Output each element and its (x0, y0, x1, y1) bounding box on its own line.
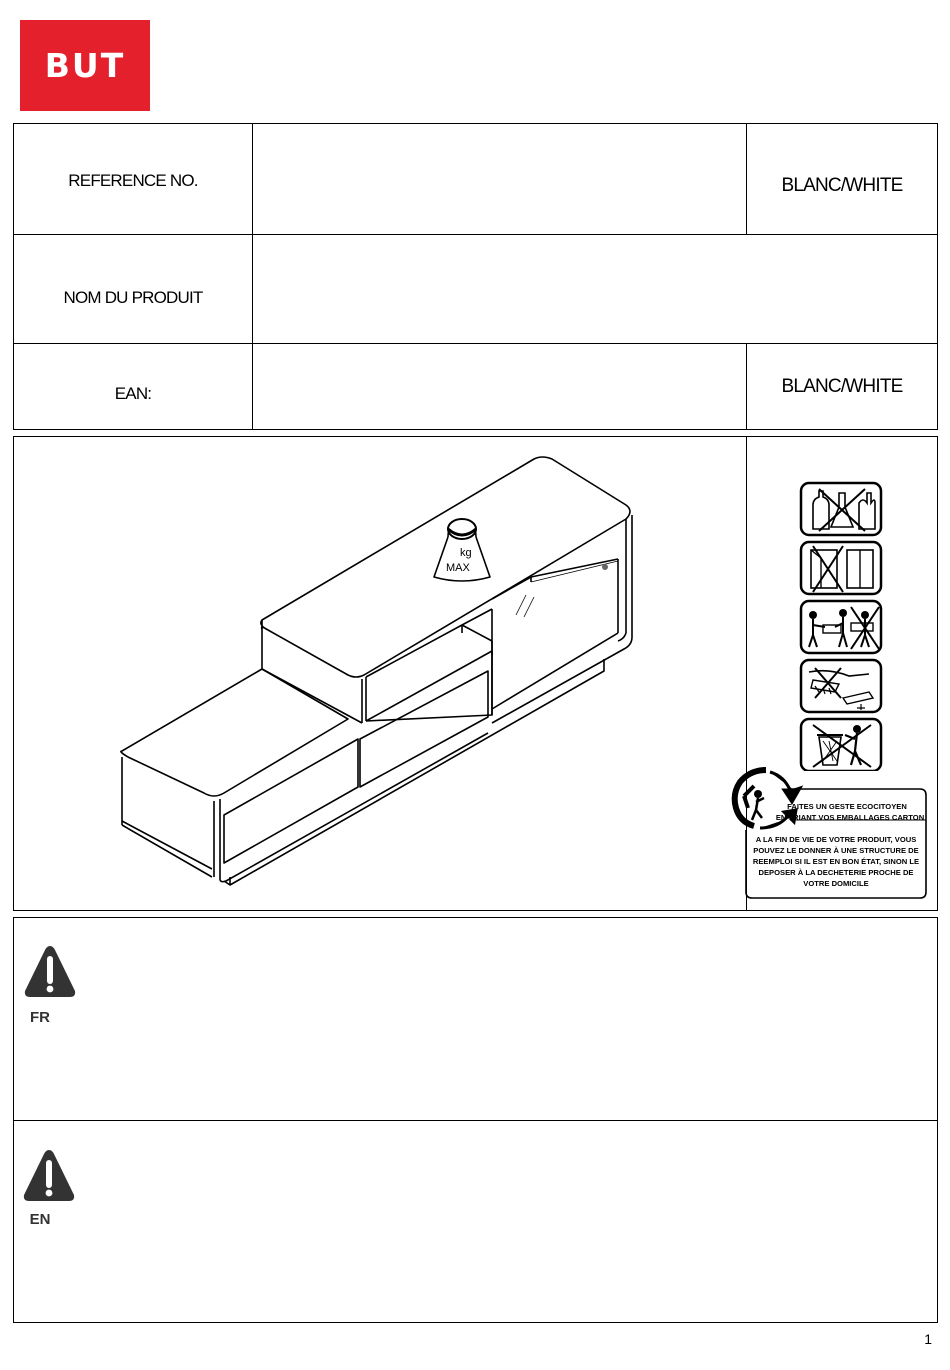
product-info-table (13, 123, 938, 430)
ean-label: EAN: (114, 383, 152, 403)
recycling-body-line-2: POUVEZ LE DONNER À UNE STRUCTURE DE (753, 846, 919, 855)
reference-value (253, 124, 746, 234)
ean-value (253, 344, 746, 429)
ean-color: BLANC/WHITE (781, 375, 903, 397)
warning-lang-label: FR (30, 1009, 50, 1026)
no-sunlight-near-window-icon (801, 542, 881, 594)
reference-label: REFERENCE NO. (68, 171, 198, 190)
warning-section-en (13, 1120, 938, 1323)
recycling-body-line-1: A LA FIN DE VIE DE VOTRE PRODUIT, VOUS (755, 835, 917, 844)
brand-logo (20, 20, 150, 111)
warning-section-fr (13, 917, 938, 1121)
recycling-headline-2: EN TRIANT VOS EMBALLAGES CARTON (775, 813, 925, 822)
warning-icon (23, 943, 77, 1001)
weight-max-label: MAX (446, 562, 470, 574)
recycling-body-line-3: REEMPLOI SI IL EST EN BON ÉTAT, SINON LE (752, 857, 920, 866)
brand-logo-text: BUT (44, 46, 126, 85)
product-name-value (253, 235, 937, 343)
recycling-headline-1: FAITES UN GESTE ECOCITOYEN (787, 802, 907, 811)
recycling-notice (730, 764, 930, 904)
warning-lang-label: EN (29, 1211, 51, 1228)
tv-stand-drawing (14, 437, 746, 910)
product-name-label: NOM DU PRODUIT (63, 288, 203, 307)
weight-unit-label: kg (460, 547, 472, 559)
warning-icon (22, 1147, 76, 1205)
no-dragging-icon (801, 660, 881, 712)
care-icons-column (799, 481, 883, 771)
recycling-body-line-4: DEPOSER À LA DECHETERIE PROCHE DE (758, 868, 914, 877)
page-number: 1 (924, 1331, 932, 1347)
recycling-body-line-5: VOTRE DOMICILE (803, 879, 869, 888)
product-illustration-panel (13, 436, 938, 911)
no-chemical-cleaners-icon (801, 483, 881, 535)
reference-color: BLANC/WHITE (781, 175, 903, 196)
two-person-assembly-icon (801, 601, 881, 653)
